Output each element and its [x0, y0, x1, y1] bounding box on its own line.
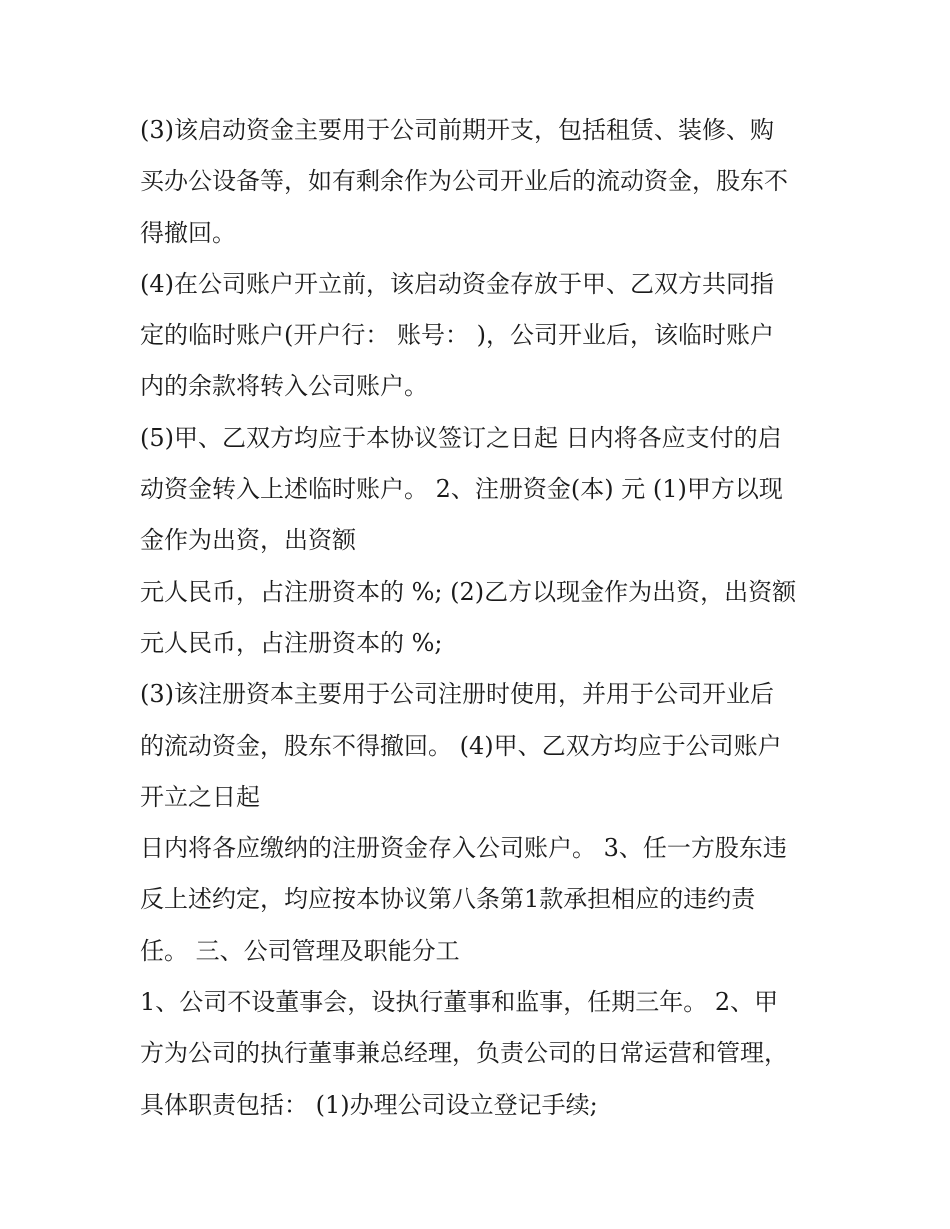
- text-line: 元人民币，占注册资本的 %;: [140, 628, 443, 657]
- text-line: 定的临时账户(开户行： 账号： )，公司开业后，该临时账户: [140, 321, 774, 350]
- text-line: 任。 三、公司管理及职能分工: [140, 936, 460, 965]
- text-line: 具体职责包括： (1)办理公司设立登记手续;: [140, 1090, 598, 1119]
- text-line: 买办公设备等，如有剩余作为公司开业后的流动资金，股东不: [140, 167, 788, 196]
- text-line: 日内将各应缴纳的注册资金存入公司账户。 3、任一方股东违: [140, 834, 787, 863]
- text-line: 元人民币，占注册资本的 %; (2)乙方以现金作为出资，出资额: [140, 577, 797, 606]
- text-line: (5)甲、乙双方均应于本协议签订之日起 日内将各应支付的启: [140, 423, 782, 452]
- text-line: (3)该启动资金主要用于公司前期开支，包括租赁、装修、购: [140, 116, 774, 144]
- text-line: 方为公司的执行董事兼总经理，负责公司的日常运营和管理，: [140, 1039, 788, 1068]
- text-line: 内的余款将转入公司账户。: [140, 372, 428, 401]
- text-line: 反上述约定，均应按本协议第八条第1款承担相应的违约责: [140, 885, 756, 914]
- document-body: [140, 105, 820, 1131]
- text-line: 动资金转入上述临时账户。 2、注册资金(本) 元 (1)甲方以现: [140, 475, 783, 504]
- text-line: 得撤回。: [140, 218, 236, 247]
- text-line: 金作为出资，出资额: [140, 526, 356, 555]
- text-line: (4)在公司账户开立前，该启动资金存放于甲、乙双方共同指: [140, 269, 774, 298]
- text-line: 的流动资金，股东不得撤回。 (4)甲、乙双方均应于公司账户: [140, 731, 782, 760]
- text-line: (3)该注册资本主要用于公司注册时使用，并用于公司开业后: [140, 680, 774, 709]
- text-line: 1、公司不设董事会，设执行董事和监事，任期三年。 2、甲: [140, 988, 779, 1017]
- text-line: 开立之日起: [140, 782, 260, 811]
